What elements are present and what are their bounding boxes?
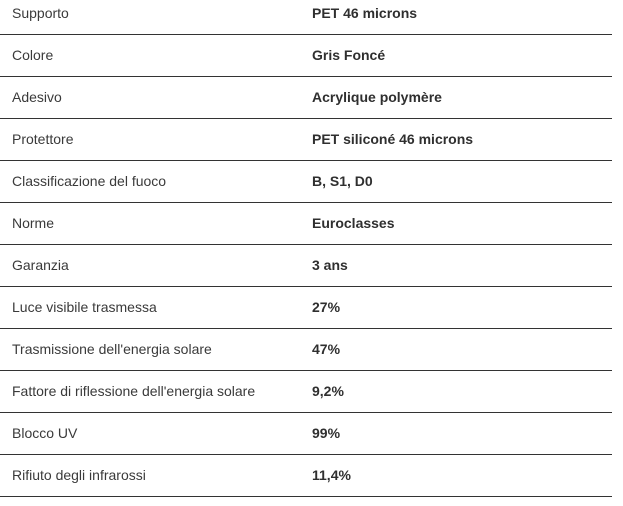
spec-row [0,286,612,328]
spec-value: 3 ans [300,244,612,286]
spec-row [0,244,612,286]
spec-row [0,412,612,454]
spec-value: 9,2% [300,370,612,412]
spec-value: PET siliconé 46 microns [300,118,612,160]
spec-label: Fattore di riflessione dell'energia solare [0,370,300,412]
spec-label: Protettore [0,118,300,160]
spec-value: Gris Foncé [300,34,612,76]
spec-value: 99% [300,412,612,454]
spec-label: Garanzia [0,244,300,286]
spec-row [0,202,612,244]
spec-value: 27% [300,286,612,328]
spec-value: 11,4% [300,454,612,496]
spec-value: PET 46 microns [300,0,612,34]
spec-row [0,34,612,76]
spec-value: B, S1, D0 [300,160,612,202]
spec-row [0,118,612,160]
spec-label: Norme [0,202,300,244]
spec-row [0,370,612,412]
spec-label: Adesivo [0,76,300,118]
spec-row [0,454,612,496]
spec-label: Rifiuto degli infrarossi [0,454,300,496]
spec-value: 47% [300,328,612,370]
spec-label: Trasmissione dell'energia solare [0,328,300,370]
spec-label: Blocco UV [0,412,300,454]
spec-label: Supporto [0,0,300,34]
spec-row [0,76,612,118]
spec-label: Luce visibile trasmessa [0,286,300,328]
spec-row [0,160,612,202]
spec-row [0,328,612,370]
spec-label: Classificazione del fuoco [0,160,300,202]
spec-row [0,0,612,34]
spec-value: Euroclasses [300,202,612,244]
spec-label: Colore [0,34,300,76]
spec-value: Acrylique polymère [300,76,612,118]
